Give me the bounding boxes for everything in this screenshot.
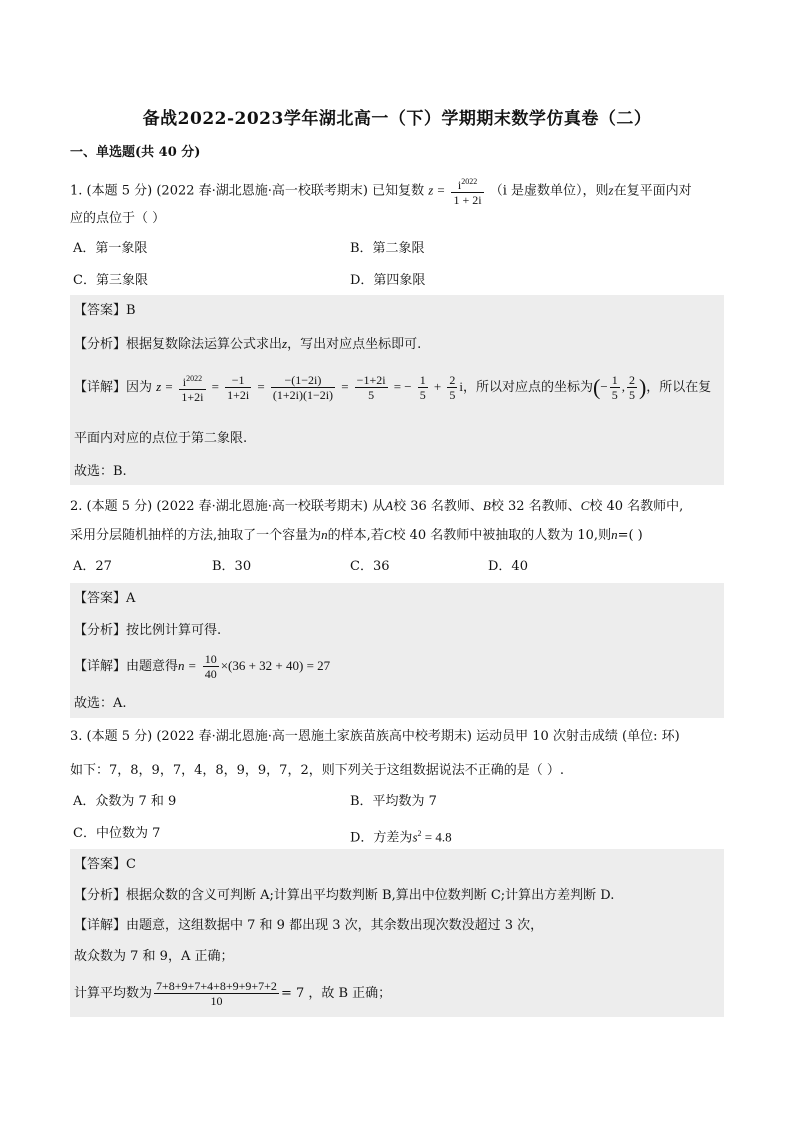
q2-l2b: 的样本,若 bbox=[327, 528, 384, 543]
q1-detail-frac6 bbox=[447, 373, 457, 402]
q2-analysis: 【分析】按比例计算可得. bbox=[74, 623, 222, 638]
q1-detail bbox=[74, 370, 714, 404]
q2-l1a: 2. (本题 5 分) (2022 春·湖北恩施·高一校联考期末) 从 bbox=[70, 499, 386, 514]
q2-var-a: A bbox=[385, 498, 394, 513]
q2-detail bbox=[74, 649, 714, 683]
q3-option-d-text: D．方差为 bbox=[350, 830, 413, 846]
q2-frac-den: 40 bbox=[204, 667, 217, 681]
q1-detail-frac1 bbox=[179, 372, 205, 404]
q2-var-c: C bbox=[580, 498, 590, 513]
q2-option-c: C．36 bbox=[350, 559, 390, 574]
q3-mean bbox=[74, 977, 714, 1011]
q1-df5-num: 1 bbox=[419, 373, 426, 387]
q1-cf2-num: 2 bbox=[628, 373, 635, 387]
q2-l1d: 校 40 名教师中, bbox=[589, 499, 684, 514]
q3-analysis: 【分析】根据众数的含义可判断 A;计算出平均数判断 B,算出中位数判断 C;计算出方差判断 D. bbox=[74, 888, 615, 903]
q2-l2c: 校 40 名教师中被抽取的人数为 10,则 bbox=[392, 528, 612, 543]
q1-df6-num: 2 bbox=[449, 373, 456, 387]
q1-detail-label: 【详解】因为 bbox=[74, 380, 153, 395]
q1-stem-line1 bbox=[70, 175, 725, 207]
q3-option-d bbox=[350, 825, 452, 847]
q3-mean-den: 10 bbox=[210, 994, 223, 1008]
q3-option-c: C．中位数为 7 bbox=[73, 826, 161, 841]
q1-df2-den: 1+2i bbox=[227, 388, 250, 402]
q2-option-a: A．27 bbox=[73, 559, 112, 574]
q2-solution-box bbox=[70, 583, 724, 718]
q1-z-eq: z = bbox=[428, 182, 446, 198]
q1-stem-text-c: 在复平面内对 bbox=[613, 183, 692, 199]
q3-option-d-sup: 2 bbox=[417, 829, 422, 838]
q2-option-d: D．40 bbox=[488, 559, 528, 574]
q1-analysis-z: z bbox=[282, 336, 288, 351]
q1-coord-frac2 bbox=[627, 373, 637, 402]
q1-i: i bbox=[459, 379, 463, 394]
q1-cf1-den: 5 bbox=[611, 388, 618, 402]
q2-var-n2: n bbox=[611, 527, 618, 542]
q2-l1b: 校 36 名教师、 bbox=[393, 499, 483, 514]
q1-stem-text: 1. (本题 5 分) (2022 春·湖北恩施·高一校联考期末) 已知复数 bbox=[70, 183, 425, 199]
q1-option-a: A．第一象限 bbox=[73, 241, 148, 256]
page-title: 备战2022-2023学年湖北高一（下）学期期末数学仿真卷（二） bbox=[142, 109, 652, 129]
q1-option-b: B．第二象限 bbox=[350, 241, 425, 256]
q2-var-b: B bbox=[482, 498, 491, 513]
q2-choice: 故选：A. bbox=[74, 696, 127, 711]
q1-rparen: ) bbox=[638, 374, 647, 400]
q1-df4-den: 5 bbox=[368, 388, 375, 402]
q1-coord-minus: − bbox=[600, 379, 608, 394]
q1-frac-sup: 2022 bbox=[461, 177, 478, 186]
q1-df1-sup: 2022 bbox=[186, 373, 203, 383]
q1-df6-den: 5 bbox=[449, 388, 456, 402]
q1-coord-frac1 bbox=[610, 373, 620, 402]
section-heading: 一、单选题(共 40 分) bbox=[70, 145, 201, 160]
q3-detail-2: 故众数为 7 和 9，A 正确； bbox=[74, 949, 234, 964]
q2-detail-rest: ×(36 + 32 + 40) = 27 bbox=[220, 658, 331, 673]
q1-var-z: z bbox=[608, 182, 614, 198]
q2-n-eq: n = bbox=[178, 658, 197, 673]
q1-detail-frac3 bbox=[271, 373, 335, 402]
q1-detail-frac2 bbox=[225, 373, 251, 402]
q3-answer: 【答案】C bbox=[74, 857, 136, 872]
q1-detail-z: z = bbox=[156, 379, 174, 394]
q2-l2d: =( ) bbox=[617, 528, 643, 543]
q1-answer: 【答案】B bbox=[74, 303, 136, 318]
q1-df4-num: −1+2i bbox=[356, 373, 386, 387]
q3-detail-1: 【详解】由题意，这组数据中 7 和 9 都出现 3 次，其余数出现次数没超过 3 次， bbox=[74, 918, 544, 933]
q1-minus: = − bbox=[393, 379, 412, 394]
q3-mean-label: 计算平均数为 bbox=[74, 986, 153, 1001]
q1-cf2-den: 5 bbox=[628, 388, 635, 402]
q1-cf1-num: 1 bbox=[611, 373, 618, 387]
q1-stem-line2: 应的点位于（ ） bbox=[70, 211, 166, 226]
q2-answer: 【答案】A bbox=[74, 591, 136, 606]
q2-var-n: n bbox=[321, 527, 328, 542]
q1-analysis bbox=[74, 335, 714, 354]
q1-lparen: ( bbox=[593, 374, 601, 400]
q1-solution-box bbox=[70, 295, 724, 485]
q1-df3-num: −(1−2i) bbox=[271, 373, 335, 388]
q1-option-c: C．第三象限 bbox=[73, 273, 148, 288]
q1-detail-frac4 bbox=[355, 373, 388, 402]
q1-df3-den: (1+2i)(1−2i) bbox=[272, 388, 334, 402]
q3-stem-line1: 3. (本题 5 分) (2022 春·湖北恩施·高一恩施土家族苗族高中校考期末) 运动员甲 10 次射击成绩 (单位: 环) bbox=[70, 729, 680, 744]
q3-option-b: B．平均数为 7 bbox=[350, 794, 437, 809]
q1-detail-mid: ，所以对应点的坐标为 bbox=[463, 380, 594, 395]
q2-stem-line1 bbox=[70, 497, 725, 516]
q1-eq2: = bbox=[257, 379, 265, 394]
q1-eq3: = bbox=[341, 379, 349, 394]
q1-df1-den: 1+2i bbox=[181, 389, 204, 404]
q1-stem-text-b: （i 是虚数单位），则 bbox=[489, 183, 609, 199]
q1-coord-comma: , bbox=[621, 379, 625, 394]
q1-option-d: D．第四象限 bbox=[350, 273, 426, 288]
q1-choice: 故选：B. bbox=[74, 464, 127, 479]
q1-detail-end: ，所以在复 bbox=[646, 380, 712, 395]
q1-frac-den: 1 + 2i bbox=[453, 193, 482, 207]
q1-frac-num: i bbox=[457, 178, 462, 192]
q1-df2-num: −1 bbox=[225, 373, 251, 388]
q3-mean-rest: = 7 ，故 B 正确； bbox=[280, 986, 392, 1001]
q2-frac-num: 10 bbox=[204, 652, 217, 666]
q2-l2a: 采用分层随机抽样的方法,抽取了一个容量为 bbox=[70, 528, 322, 543]
q1-analysis-text-b: ，写出对应点坐标即可. bbox=[287, 337, 422, 352]
q1-fraction bbox=[451, 175, 483, 207]
q1-detail-frac5 bbox=[418, 373, 428, 402]
q1-analysis-text: 【分析】根据复数除法运算公式求出 bbox=[74, 337, 283, 352]
q3-option-d-val: = 4.8 bbox=[421, 829, 452, 845]
q2-var-c2: C bbox=[383, 527, 393, 542]
q2-stem-line2 bbox=[70, 526, 725, 545]
q3-solution-box bbox=[70, 849, 724, 1017]
q1-plus: + bbox=[433, 379, 442, 394]
q3-mean-fraction bbox=[154, 979, 279, 1008]
q1-df1-num: i bbox=[182, 374, 187, 389]
q2-option-b: B．30 bbox=[212, 559, 252, 574]
q3-mean-num: 7+8+9+7+4+8+9+9+7+2 bbox=[156, 979, 277, 993]
q2-fraction bbox=[203, 652, 219, 681]
q3-stem-line2: 如下：7，8，9，7，4，8，9，9，7，2，则下列关于这组数据说法不正确的是（ ）. bbox=[70, 763, 564, 778]
q1-detail-line2: 平面内对应的点位于第二象限. bbox=[74, 431, 248, 446]
q1-eq1: = bbox=[211, 379, 219, 394]
q3-option-d-s: s bbox=[412, 829, 418, 845]
q3-option-a: A．众数为 7 和 9 bbox=[73, 794, 177, 809]
q2-detail-label: 【详解】由题意得 bbox=[74, 659, 179, 674]
q1-df5-den: 5 bbox=[419, 388, 426, 402]
q2-l1c: 校 32 名教师、 bbox=[490, 499, 581, 514]
